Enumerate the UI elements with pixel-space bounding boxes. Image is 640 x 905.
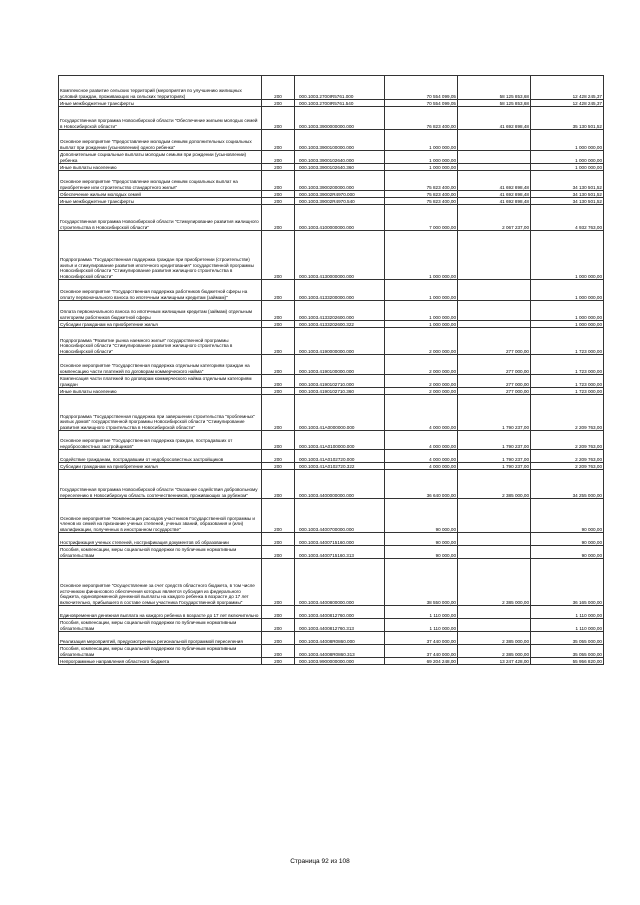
row-classification-code-cell: 000.1003.44008R0860.313: [295, 645, 385, 658]
row-admin-code-cell: 200: [262, 171, 295, 191]
table-row: [59, 499, 604, 533]
row-planned-amount-cell: 90 000,00: [385, 499, 458, 533]
row-executed-amount-cell: 41 692 898,48: [458, 191, 531, 198]
row-classification-code-cell: 000.1003.41А0102720.000: [295, 450, 385, 463]
budget-table-body: [59, 76, 604, 665]
table-row: [59, 470, 604, 499]
row-executed-amount-cell: 277 000,00: [458, 355, 531, 375]
row-admin-code-cell: 200: [262, 375, 295, 388]
row-name-cell: Оплата первоначального взноса по ипотечным жилищным кредитам (займам) отдельным категориям работников бюджетной сферы: [59, 301, 262, 321]
row-planned-amount-cell: 70 554 099,05: [385, 76, 458, 100]
row-admin-code-cell: 200: [262, 658, 295, 665]
row-admin-code-cell: 200: [262, 388, 295, 395]
row-planned-amount-cell: 76 823 400,00: [385, 107, 458, 130]
row-executed-amount-cell: [458, 280, 531, 301]
row-planned-amount-cell: 90 000,00: [385, 533, 458, 546]
row-executed-amount-cell: 41 692 898,48: [458, 107, 531, 130]
row-remaining-amount-cell: 12 428 245,37: [531, 100, 604, 107]
row-planned-amount-cell: 1 110 000,00: [385, 619, 458, 632]
table-row: [59, 619, 604, 632]
row-planned-amount-cell: 4 000 000,00: [385, 450, 458, 463]
row-remaining-amount-cell: 35 055 000,00: [531, 632, 604, 645]
row-planned-amount-cell: 2 000 000,00: [385, 388, 458, 395]
row-admin-code-cell: 200: [262, 606, 295, 619]
row-executed-amount-cell: 277 000,00: [458, 328, 531, 355]
row-classification-code-cell: 000.1003.4400812760.313: [295, 619, 385, 632]
row-admin-code-cell: 200: [262, 355, 295, 375]
row-planned-amount-cell: 1 000 000,00: [385, 164, 458, 171]
row-remaining-amount-cell: 34 255 000,00: [531, 470, 604, 499]
row-remaining-amount-cell: 1 110 000,00: [531, 606, 604, 619]
row-planned-amount-cell: 2 000 000,00: [385, 375, 458, 388]
row-admin-code-cell: 200: [262, 632, 295, 645]
table-row: [59, 450, 604, 463]
row-admin-code-cell: 200: [262, 395, 295, 431]
row-name-cell: Комплексное развитие сельских территорий (мероприятия по улучшению жилищных условий граждан, проживающих на сельских территориях): [59, 76, 262, 100]
row-name-cell: Субсидии гражданам на приобретение жилья: [59, 463, 262, 470]
row-name-cell: Компенсация части платежей по договорам коммерческого найма отдельным категориям граждан: [59, 375, 262, 388]
row-name-cell: Единовременная денежная выплата на каждого ребенка в возрасте до 17 лет включительно: [59, 606, 262, 619]
row-executed-amount-cell: [458, 301, 531, 321]
row-executed-amount-cell: 41 692 898,48: [458, 171, 531, 191]
row-remaining-amount-cell: 2 209 763,00: [531, 395, 604, 431]
table-row: [59, 355, 604, 375]
row-classification-code-cell: 000.1003.3900102640.360: [295, 164, 385, 171]
row-executed-amount-cell: 2 067 237,00: [458, 205, 531, 231]
row-classification-code-cell: 000.1003.4133202600.322: [295, 321, 385, 328]
table-row: [59, 559, 604, 606]
row-admin-code-cell: 200: [262, 164, 295, 171]
row-planned-amount-cell: 4 000 000,00: [385, 463, 458, 470]
row-planned-amount-cell: 90 000,00: [385, 546, 458, 559]
row-admin-code-cell: 200: [262, 619, 295, 632]
budget-table: [58, 75, 604, 665]
row-classification-code-cell: 000.1003.4190100000.000: [295, 355, 385, 375]
row-planned-amount-cell: 38 550 000,00: [385, 559, 458, 606]
row-classification-code-cell: 000.1003.3900100000.000: [295, 130, 385, 151]
row-admin-code-cell: 200: [262, 107, 295, 130]
row-remaining-amount-cell: 34 130 501,52: [531, 198, 604, 205]
table-row: [59, 280, 604, 301]
row-remaining-amount-cell: 1 000 000,00: [531, 164, 604, 171]
table-row: [59, 301, 604, 321]
row-admin-code-cell: 200: [262, 499, 295, 533]
row-admin-code-cell: 200: [262, 130, 295, 151]
row-remaining-amount-cell: 1 723 000,00: [531, 328, 604, 355]
table-row: [59, 658, 604, 665]
row-executed-amount-cell: 2 385 000,00: [458, 470, 531, 499]
table-row: [59, 171, 604, 191]
row-classification-code-cell: 000.1003.41А0100000.000: [295, 431, 385, 450]
row-remaining-amount-cell: 1 000 000,00: [531, 301, 604, 321]
row-name-cell: Подпрограмма "Развитие рынка наемного жилья" государственной программы Новосибирской области "Стимулирование развития жилищного строительства в Новосибирской области": [59, 328, 262, 355]
row-planned-amount-cell: 36 640 000,00: [385, 470, 458, 499]
row-executed-amount-cell: [458, 546, 531, 559]
row-planned-amount-cell: 75 823 400,00: [385, 198, 458, 205]
row-executed-amount-cell: 13 247 428,00: [458, 658, 531, 665]
row-classification-code-cell: 000.1003.9900000000.000: [295, 658, 385, 665]
row-name-cell: Иные выплаты населению: [59, 164, 262, 171]
row-admin-code-cell: 200: [262, 533, 295, 546]
row-planned-amount-cell: 2 000 000,00: [385, 355, 458, 375]
row-classification-code-cell: 000.1003.4100000000.000: [295, 205, 385, 231]
row-remaining-amount-cell: 90 000,00: [531, 499, 604, 533]
row-admin-code-cell: 200: [262, 76, 295, 100]
table-row: [59, 100, 604, 107]
table-row: [59, 463, 604, 470]
row-planned-amount-cell: 70 554 099,05: [385, 100, 458, 107]
row-remaining-amount-cell: 1 110 000,00: [531, 619, 604, 632]
row-name-cell: Иные выплаты населению: [59, 388, 262, 395]
row-classification-code-cell: 000.1003.4130000000.000: [295, 231, 385, 280]
row-name-cell: Основное мероприятие "Предоставление молодым семьям социальных выплат на приобретение или строительство стандартного жилья": [59, 171, 262, 191]
row-classification-code-cell: 000.1003.4133202600.000: [295, 301, 385, 321]
row-classification-code-cell: 000.1003.4133200000.000: [295, 280, 385, 301]
row-admin-code-cell: 200: [262, 191, 295, 198]
row-executed-amount-cell: [458, 619, 531, 632]
row-classification-code-cell: 000.1003.3900000000.000: [295, 107, 385, 130]
row-admin-code-cell: 200: [262, 431, 295, 450]
row-admin-code-cell: 200: [262, 321, 295, 328]
row-remaining-amount-cell: 90 000,00: [531, 533, 604, 546]
row-classification-code-cell: 000.1003.4400800000.000: [295, 559, 385, 606]
row-name-cell: Основное мероприятие "Государственная поддержка граждан, пострадавших от недобросовестных застройщиков": [59, 431, 262, 450]
row-executed-amount-cell: 58 125 853,68: [458, 100, 531, 107]
row-name-cell: Основное мероприятие "Компенсация расходов участников Государственной программы и членов их семей на признание ученых степеней, ученых званий, образования и (или) квалификации, полученных в иностранном государстве": [59, 499, 262, 533]
row-remaining-amount-cell: 1 000 000,00: [531, 151, 604, 164]
row-executed-amount-cell: [458, 606, 531, 619]
table-row: [59, 231, 604, 280]
row-name-cell: Пособия, компенсации, меры социальной поддержки по публичным нормативным обязательствам: [59, 546, 262, 559]
row-planned-amount-cell: 2 000 000,00: [385, 328, 458, 355]
row-admin-code-cell: 200: [262, 328, 295, 355]
row-remaining-amount-cell: 1 723 000,00: [531, 388, 604, 395]
row-admin-code-cell: 200: [262, 470, 295, 499]
table-row: [59, 164, 604, 171]
table-row: [59, 76, 604, 100]
row-remaining-amount-cell: 1 000 000,00: [531, 130, 604, 151]
table-row: [59, 546, 604, 559]
row-classification-code-cell: 000.1003.4190000000.000: [295, 328, 385, 355]
row-name-cell: Дополнительные социальные выплаты молодым семьям при рождении (усыновлении) ребенка: [59, 151, 262, 164]
row-executed-amount-cell: 277 000,00: [458, 375, 531, 388]
row-name-cell: Пособия, компенсации, меры социальной поддержки по публичным нормативным обязательствам: [59, 645, 262, 658]
table-row: [59, 130, 604, 151]
row-executed-amount-cell: 277 000,00: [458, 388, 531, 395]
row-classification-code-cell: 000.1003.39002R4970.540: [295, 198, 385, 205]
row-admin-code-cell: 200: [262, 450, 295, 463]
row-classification-code-cell: 000.1003.2700ІR5761.000: [295, 76, 385, 100]
row-planned-amount-cell: 7 000 000,00: [385, 205, 458, 231]
row-classification-code-cell: 000.1003.4400000000.000: [295, 470, 385, 499]
table-row: [59, 395, 604, 431]
row-name-cell: Подпрограмма "Государственная поддержка граждан при приобретении (строительстве) жилья и стимулирование развития ипотечного кредитования" государственной программы Новосибирской области "Стимулирование развития жилищного строительства в Новосибирской области": [59, 231, 262, 280]
row-planned-amount-cell: 37 440 000,00: [385, 632, 458, 645]
row-remaining-amount-cell: 12 428 245,37: [531, 76, 604, 100]
row-planned-amount-cell: 69 204 248,00: [385, 658, 458, 665]
row-classification-code-cell: 000.1003.44008R0860.000: [295, 632, 385, 645]
row-remaining-amount-cell: 90 000,00: [531, 546, 604, 559]
table-row: [59, 328, 604, 355]
row-planned-amount-cell: 1 110 000,00: [385, 606, 458, 619]
row-planned-amount-cell: 1 000 000,00: [385, 301, 458, 321]
row-name-cell: Основное мероприятие "Государственная поддержка отдельным категориям граждан на компенсацию части платежей по договорам коммерческого найма": [59, 355, 262, 375]
row-executed-amount-cell: 2 385 000,00: [458, 559, 531, 606]
row-name-cell: Реализация мероприятий, предусмотренных региональной программой переселения: [59, 632, 262, 645]
table-row: [59, 107, 604, 130]
row-executed-amount-cell: [458, 164, 531, 171]
row-executed-amount-cell: [458, 151, 531, 164]
row-executed-amount-cell: 1 790 237,00: [458, 395, 531, 431]
row-planned-amount-cell: 1 000 000,00: [385, 151, 458, 164]
row-admin-code-cell: 200: [262, 463, 295, 470]
row-remaining-amount-cell: 36 165 000,00: [531, 559, 604, 606]
row-executed-amount-cell: 2 385 000,00: [458, 632, 531, 645]
row-classification-code-cell: 000.1003.4190102710.000: [295, 375, 385, 388]
row-classification-code-cell: 000.1003.4190102710.360: [295, 388, 385, 395]
row-classification-code-cell: 000.1003.2700ІR5761.540: [295, 100, 385, 107]
row-remaining-amount-cell: 1 723 000,00: [531, 355, 604, 375]
row-name-cell: Нострификация ученых степеней, нострификация документов об образовании: [59, 533, 262, 546]
row-classification-code-cell: 000.1003.4400715160.000: [295, 533, 385, 546]
row-classification-code-cell: 000.1003.4400700000.000: [295, 499, 385, 533]
row-planned-amount-cell: 75 823 400,00: [385, 171, 458, 191]
row-admin-code-cell: 200: [262, 301, 295, 321]
table-row: [59, 198, 604, 205]
table-row: [59, 191, 604, 198]
row-name-cell: Непрограммные направления областного бюджета: [59, 658, 262, 665]
row-classification-code-cell: 000.1003.3900102640.000: [295, 151, 385, 164]
row-planned-amount-cell: 4 000 000,00: [385, 395, 458, 431]
row-classification-code-cell: 000.1003.4400715160.313: [295, 546, 385, 559]
row-admin-code-cell: 200: [262, 645, 295, 658]
table-row: [59, 533, 604, 546]
row-executed-amount-cell: 58 125 853,68: [458, 76, 531, 100]
row-name-cell: Основное мероприятие "Государственная поддержка работников бюджетной сферы на оплату первоначального взноса по ипотечным жилищным кредитам (займам)": [59, 280, 262, 301]
row-executed-amount-cell: [458, 130, 531, 151]
table-row: [59, 388, 604, 395]
row-executed-amount-cell: 1 790 237,00: [458, 450, 531, 463]
row-executed-amount-cell: 2 385 000,00: [458, 645, 531, 658]
row-classification-code-cell: 000.1003.3900200000.000: [295, 171, 385, 191]
row-admin-code-cell: 200: [262, 559, 295, 606]
row-remaining-amount-cell: 34 130 501,52: [531, 191, 604, 198]
row-classification-code-cell: 000.1003.4400812760.000: [295, 606, 385, 619]
table-row: [59, 645, 604, 658]
row-remaining-amount-cell: 4 932 763,00: [531, 205, 604, 231]
row-executed-amount-cell: [458, 231, 531, 280]
row-planned-amount-cell: 1 000 000,00: [385, 231, 458, 280]
row-admin-code-cell: 200: [262, 546, 295, 559]
row-remaining-amount-cell: 1 000 000,00: [531, 321, 604, 328]
row-executed-amount-cell: 1 790 237,00: [458, 463, 531, 470]
page-footer: Страница 92 из 108: [290, 858, 350, 865]
row-admin-code-cell: 200: [262, 151, 295, 164]
row-name-cell: Иные межбюджетные трансферты: [59, 198, 262, 205]
row-admin-code-cell: 200: [262, 231, 295, 280]
row-planned-amount-cell: 75 823 400,00: [385, 191, 458, 198]
table-row: [59, 151, 604, 164]
table-row: [59, 205, 604, 231]
row-admin-code-cell: 200: [262, 100, 295, 107]
table-row: [59, 375, 604, 388]
row-executed-amount-cell: [458, 321, 531, 328]
row-executed-amount-cell: [458, 499, 531, 533]
row-planned-amount-cell: 1 000 000,00: [385, 321, 458, 328]
row-remaining-amount-cell: 2 209 763,00: [531, 431, 604, 450]
row-remaining-amount-cell: 1 000 000,00: [531, 231, 604, 280]
row-planned-amount-cell: 1 000 000,00: [385, 280, 458, 301]
row-planned-amount-cell: 4 000 000,00: [385, 431, 458, 450]
row-admin-code-cell: 200: [262, 198, 295, 205]
row-executed-amount-cell: [458, 533, 531, 546]
row-name-cell: Государственная программа Новосибирской области "Стимулирование развития жилищного строительства в Новосибирской области": [59, 205, 262, 231]
table-row: [59, 606, 604, 619]
row-planned-amount-cell: 1 000 000,00: [385, 130, 458, 151]
row-remaining-amount-cell: 2 209 763,00: [531, 463, 604, 470]
row-classification-code-cell: 000.1003.41А0102720.322: [295, 463, 385, 470]
row-planned-amount-cell: 37 440 000,00: [385, 645, 458, 658]
row-name-cell: Пособия, компенсации, меры социальной поддержки по публичным нормативным обязательствам: [59, 619, 262, 632]
row-name-cell: Основное мероприятие "Предоставление молодым семьям дополнительных социальных выплат при рождении (усыновлении) одного ребенка": [59, 130, 262, 151]
table-row: [59, 632, 604, 645]
row-name-cell: Субсидии гражданам на приобретение жилья: [59, 321, 262, 328]
row-name-cell: Содействие гражданам, пострадавшим от недобросовестных застройщиков: [59, 450, 262, 463]
row-remaining-amount-cell: 34 130 501,52: [531, 171, 604, 191]
row-name-cell: Обеспечение жильем молодых семей: [59, 191, 262, 198]
row-remaining-amount-cell: 55 956 820,00: [531, 658, 604, 665]
row-remaining-amount-cell: 1 723 000,00: [531, 375, 604, 388]
row-name-cell: Государственная программа Новосибирской области "Обеспечение жильем молодых семей в Новосибирской области": [59, 107, 262, 130]
row-name-cell: Подпрограмма "Государственная поддержка при завершении строительства "проблемных" жилых домов" государственной программы Новосибирской области "Стимулирование развития жилищного строительства в Новосибирской области": [59, 395, 262, 431]
row-remaining-amount-cell: 2 209 763,00: [531, 450, 604, 463]
row-classification-code-cell: 000.1003.39002R4970.000: [295, 191, 385, 198]
table-row: [59, 321, 604, 328]
row-name-cell: Государственная программа Новосибирской области "Оказание содействия добровольному переселению в Новосибирскую область соотечественников, проживающих за рубежом": [59, 470, 262, 499]
row-remaining-amount-cell: 35 130 501,52: [531, 107, 604, 130]
row-name-cell: Иные межбюджетные трансферты: [59, 100, 262, 107]
row-remaining-amount-cell: 35 055 000,00: [531, 645, 604, 658]
row-admin-code-cell: 200: [262, 280, 295, 301]
row-admin-code-cell: 200: [262, 205, 295, 231]
row-remaining-amount-cell: 1 000 000,00: [531, 280, 604, 301]
row-executed-amount-cell: 41 692 898,48: [458, 198, 531, 205]
row-classification-code-cell: 000.1003.41А0000000.000: [295, 395, 385, 431]
row-executed-amount-cell: 1 790 237,00: [458, 431, 531, 450]
table-row: [59, 431, 604, 450]
row-name-cell: Основное мероприятие "Осуществление за счет средств областного бюджета, в том числе источником финансового обеспечения которых является субсидия из федерального бюджета, единовременной денежной выплаты на каждого ребенка в возрасте до 17 лет включительно, прибывшего в составе семьи участника Государственной программы": [59, 559, 262, 606]
